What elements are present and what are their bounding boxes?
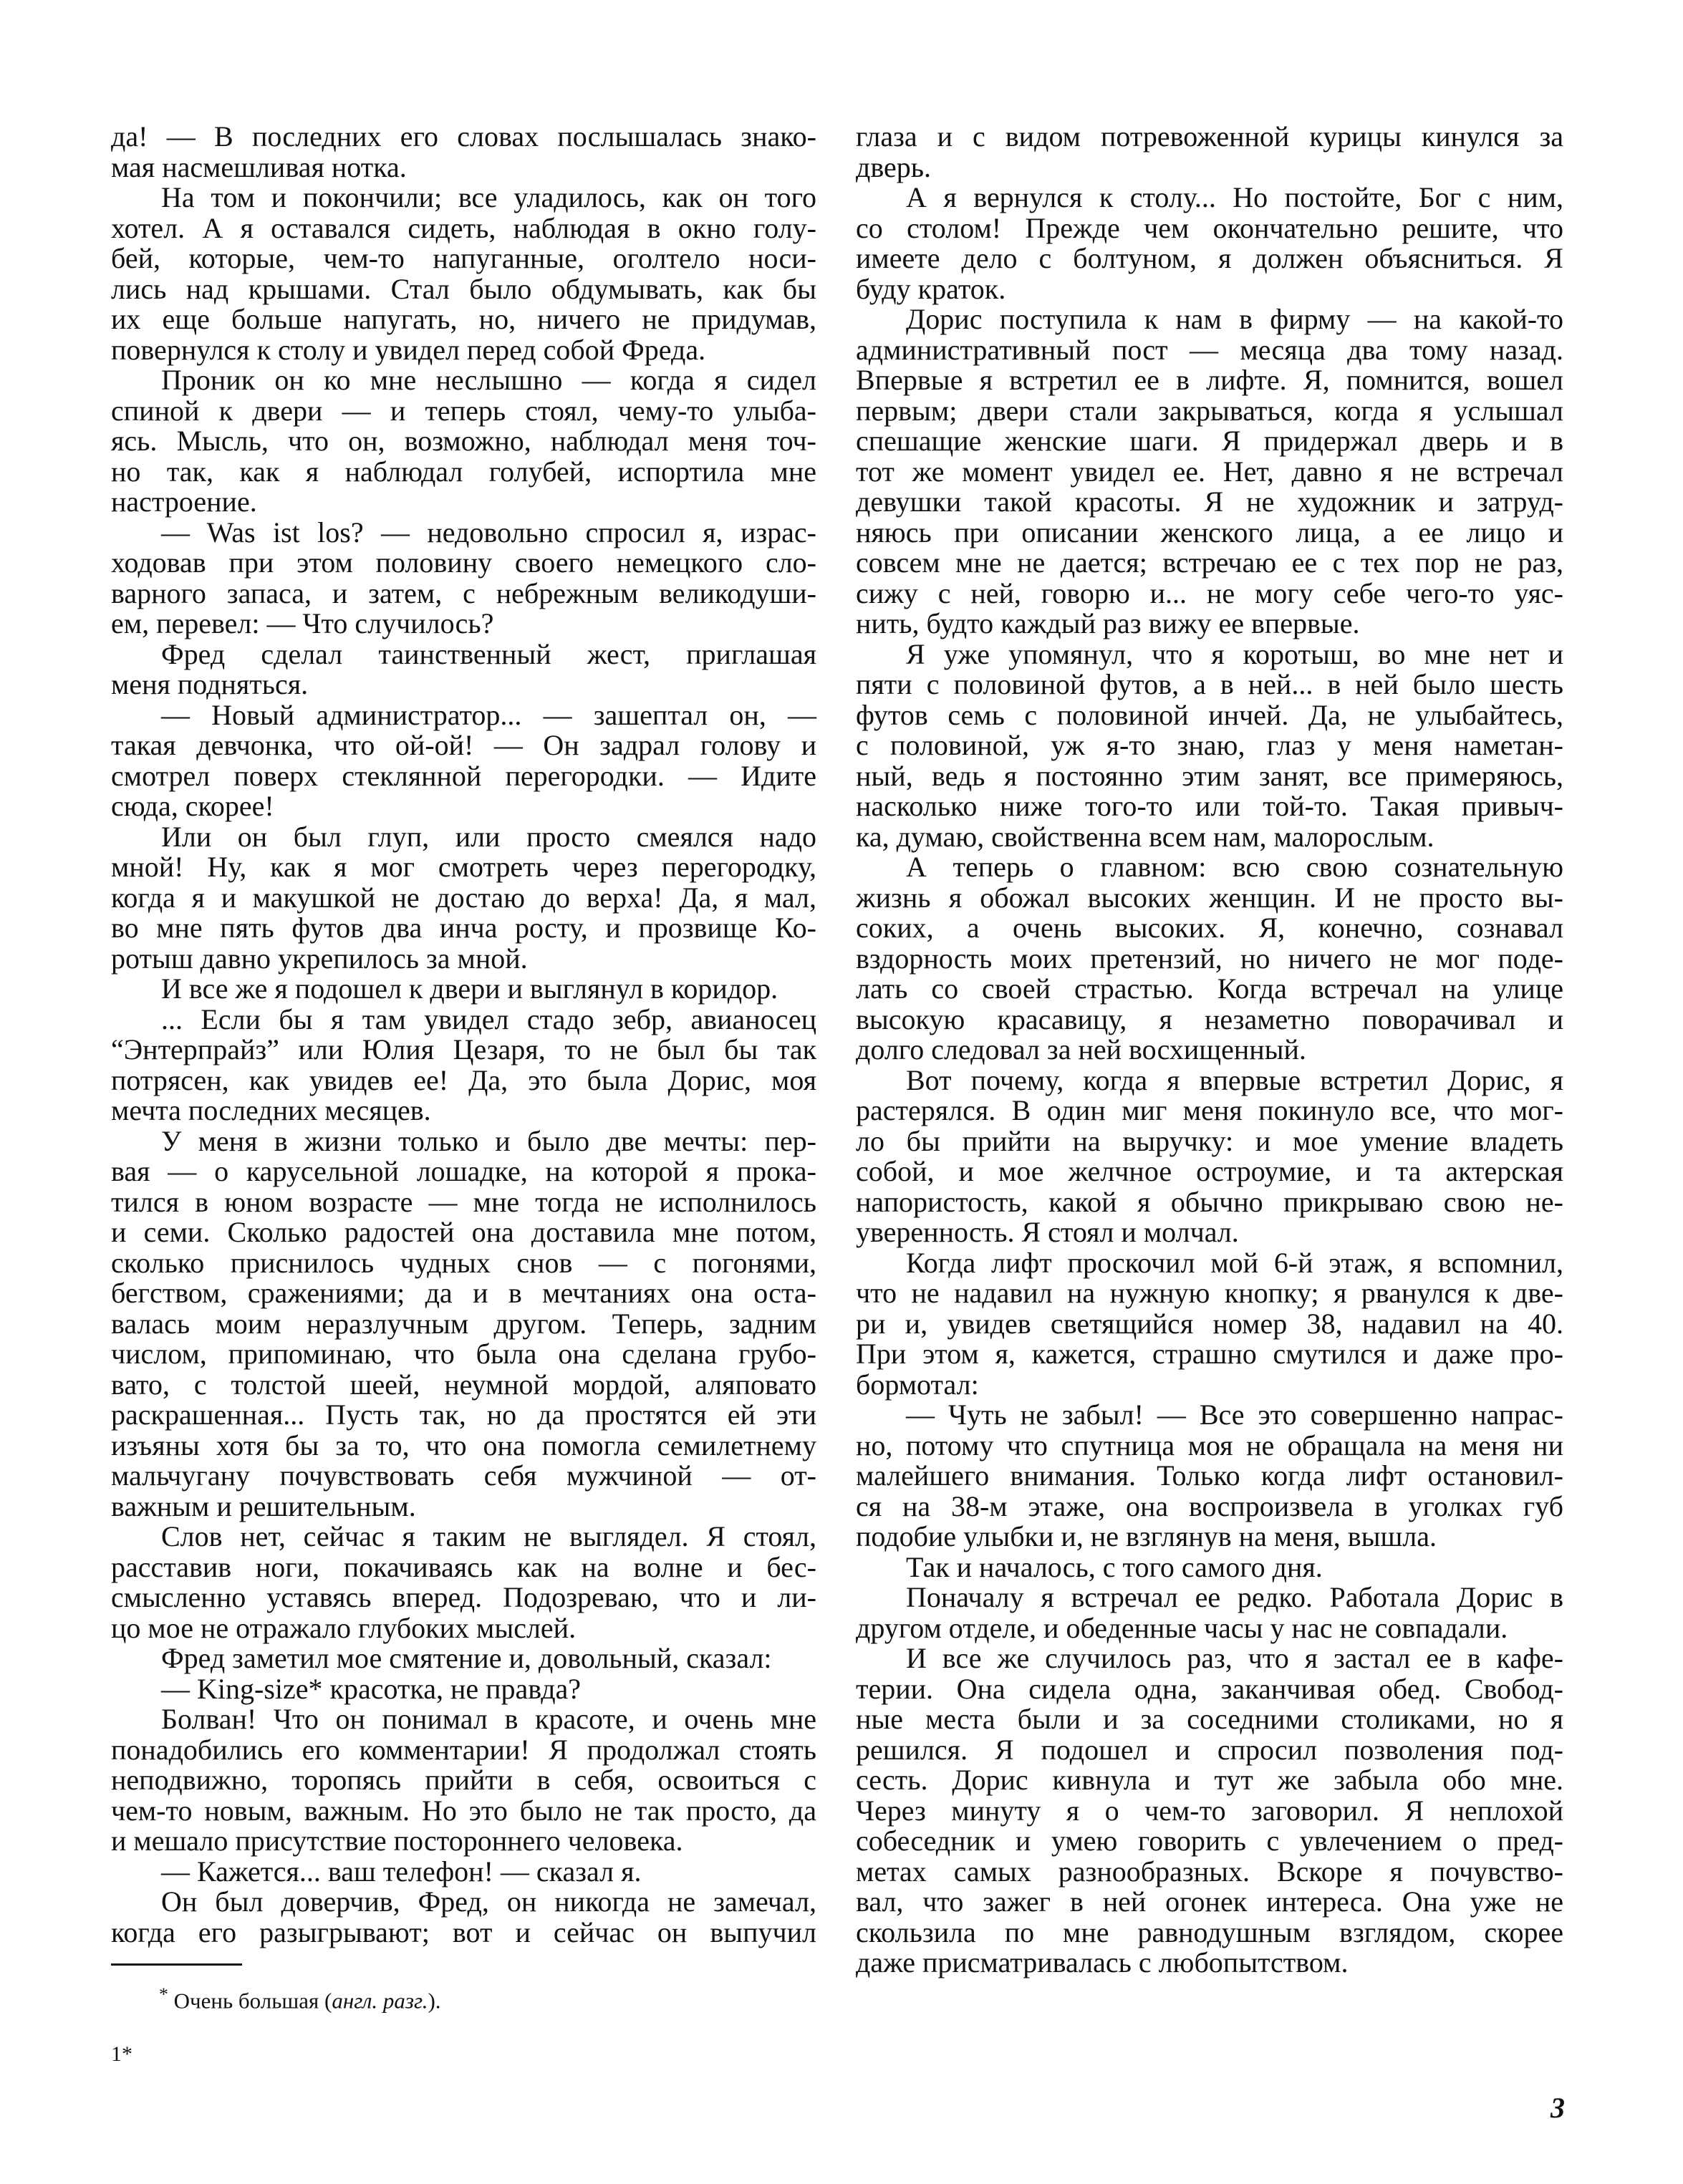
- text-line: бегством, сражениями; да и в мечтаниях она оста-: [111, 1277, 816, 1309]
- text-line: глаза и с видом потревоженной курицы кинулся за: [856, 120, 1563, 153]
- text-line: Фред сделал таинственный жест, приглашая: [161, 637, 816, 670]
- footnote-italic: англ. разг.: [332, 1988, 428, 2014]
- text-line: и мешало присутствие постороннего человека.: [111, 1825, 683, 1857]
- text-line: ходовав при этом половину своего немецкого сло-: [111, 546, 816, 579]
- signature-mark: 1*: [111, 2042, 132, 2066]
- text-line: А теперь о главном: всю свою сознательную: [906, 851, 1563, 883]
- text-line: Впервые я встретил ее в лифте. Я, помнится, вошел: [856, 364, 1563, 396]
- text-line: растерялся. В один миг меня покинуло все, что мог-: [856, 1094, 1563, 1126]
- paragraph: [111, 1674, 816, 1705]
- footnote-tail: ).: [428, 1988, 441, 2014]
- text-line: буду краток.: [856, 272, 1006, 305]
- text-line: метах самых разнообразных. Вскоре я почувство-: [856, 1855, 1563, 1888]
- paragraph: [856, 304, 1563, 639]
- text-line: мая насмешливая нотка.: [111, 150, 407, 183]
- text-line: Так и началось, с того самого дня.: [906, 1550, 1323, 1583]
- text-line: — Кажется... ваш телефон! — сказал я.: [161, 1855, 642, 1888]
- text-line: такая девчонка, что ой-ой! — Он задрал голову и: [111, 729, 816, 761]
- text-line: собой, и мое желчное остроумие, и та актерская: [856, 1155, 1563, 1187]
- paragraph: [856, 122, 1563, 183]
- paragraph: [111, 822, 816, 975]
- text-line: бей, которые, чем-то напуганные, оголтело носи-: [111, 242, 816, 274]
- paragraph: [111, 1704, 816, 1857]
- text-line: решился. Я подошел и спросил позволения под-: [856, 1733, 1563, 1766]
- text-line: сижу с ней, говорю и... не могу себе чего-то уяс-: [856, 576, 1563, 609]
- text-line: ... Если бы я там увидел стадо зебр, авианосец: [161, 1002, 816, 1035]
- text-line: На том и покончили; все уладилось, как он того: [161, 181, 816, 213]
- paragraph: [111, 639, 816, 700]
- text-line: ся на 38-м этаже, она воспроизвела в уголках губ: [856, 1489, 1563, 1522]
- text-line: да! — В последних его словах послышалась знако-: [111, 120, 816, 153]
- text-line: спиной к двери — и теперь стоял, чему-то улыба-: [111, 394, 816, 427]
- text-line: административный пост — месяца два тому назад.: [856, 333, 1563, 366]
- paragraph: [111, 1126, 816, 1522]
- text-line: При этом я, кажется, страшно смутился и даже про-: [856, 1338, 1563, 1370]
- text-line: изъяны хотя бы за то, что она помогла семилетнему: [111, 1429, 816, 1461]
- text-line: лать со своей страстью. Когда встречал на улице: [856, 972, 1563, 1005]
- text-line: сюда, скорее!: [111, 790, 274, 822]
- text-line: потрясен, как увидев ее! Да, это была Дорис, моя: [111, 1063, 816, 1096]
- text-line: валась моим неразлучным другом. Теперь, задним: [111, 1307, 816, 1340]
- text-line: Или он был глуп, или просто смеялся надо: [161, 820, 816, 853]
- text-line: расставив ноги, покачиваясь как на волне и бес-: [111, 1550, 816, 1583]
- text-line: со столом! Прежде чем окончательно решите, что: [856, 211, 1563, 244]
- text-line: важным и решительным.: [111, 1489, 416, 1522]
- text-line: Вот почему, когда я впервые встретил Дорис, я: [906, 1063, 1563, 1096]
- text-line: И все же я подошел к двери и выглянул в коридор.: [161, 972, 778, 1005]
- paragraph: [111, 1643, 816, 1674]
- footnote-text: Очень большая (: [173, 1988, 332, 2014]
- paragraph: [111, 1522, 816, 1643]
- text-line: тот же момент увидел ее. Нет, давно я не встречал: [856, 455, 1563, 488]
- text-line: ка, думаю, свойственна всем нам, малорослым.: [856, 820, 1434, 853]
- paragraph: [111, 122, 816, 183]
- text-line: понадобились его комментарии! Я продолжал стоять: [111, 1733, 816, 1766]
- text-line: неподвижно, торопясь прийти в себя, освоиться с: [111, 1764, 816, 1796]
- paragraph: [856, 1583, 1563, 1643]
- text-line: сесть. Дорис кивнула и тут же забыла обо мне.: [856, 1764, 1563, 1796]
- text-line: имеете дело с болтуном, я должен объясниться. Я: [856, 242, 1563, 274]
- text-line: нить, будто каждый раз вижу ее впервые.: [856, 607, 1360, 639]
- paragraph: [111, 1887, 816, 1948]
- text-line: терии. Она сидела одна, заканчивая обед. Свобод-: [856, 1672, 1563, 1705]
- text-line: лись над крышами. Стал было обдумывать, как бы: [111, 272, 816, 305]
- text-line: девушки такой красоты. Я не художник и затруд-: [856, 485, 1563, 518]
- footnote-marker: *: [159, 1984, 168, 2004]
- paragraph: [856, 183, 1563, 304]
- text-line: Поначалу я встречал ее редко. Работала Дорис в: [906, 1581, 1563, 1613]
- footnote-divider: [111, 1963, 242, 1966]
- text-line: вздорность моих претензий, но ничего не мог поде-: [856, 942, 1563, 975]
- paragraph: [111, 1002, 816, 1126]
- text-line: Болван! Что он понимал в красоте, и очень мне: [161, 1703, 816, 1735]
- text-line: повернулся к столу и увидел перед собой Фреда.: [111, 333, 706, 366]
- right-column: [856, 122, 1563, 1978]
- text-line: вая — о карусельной лошадке, на которой я прока-: [111, 1155, 816, 1187]
- text-line: жизнь я обожал высоких женщин. И не просто вы-: [856, 881, 1563, 914]
- text-line: с половиной, уж я-то знаю, глаз у меня наметан-: [856, 729, 1563, 761]
- text-line: соких, а очень высоких. Я, конечно, сознавал: [856, 912, 1563, 944]
- text-line: ри и, увидев светящийся номер 38, надавил на 40.: [856, 1307, 1563, 1340]
- text-line: футов семь с половиной инчей. Да, не улыбайтесь,: [856, 698, 1563, 731]
- text-line: Фред заметил мое смятение и, довольный, сказал:: [161, 1642, 772, 1674]
- paragraph: [856, 639, 1563, 853]
- text-line: напористость, какой я обычно прикрываю свою не-: [856, 1185, 1563, 1218]
- text-line: — King-size* красотка, не правда?: [161, 1672, 582, 1705]
- text-line: вал, что зажег в ней огонек интереса. Она уже не: [856, 1885, 1563, 1918]
- text-line: долго следовал за ней восхищенный.: [856, 1033, 1306, 1066]
- text-line: настроение.: [111, 485, 257, 518]
- paragraph: [111, 518, 816, 639]
- text-line: ные места были и за соседними столиками, но я: [856, 1703, 1563, 1735]
- paragraph: [856, 1063, 1563, 1248]
- text-line: раскрашенная... Пусть так, но да простятся ей эти: [111, 1398, 816, 1431]
- text-line: подобие улыбки и, не взглянув на меня, вышла.: [856, 1520, 1437, 1552]
- text-line: числом, припоминаю, что была она сделана грубо-: [111, 1338, 816, 1370]
- text-line: тился в юном возрасте — мне тогда не исполнилось: [111, 1185, 816, 1218]
- text-line: дверь.: [856, 150, 931, 183]
- text-line: Проник он ко мне неслышно — когда я сидел: [161, 364, 816, 396]
- text-line: И все же случилось раз, что я застал ее в кафе-: [906, 1642, 1563, 1674]
- text-line: ный, ведь я постоянно этим занят, все примеряюсь,: [856, 759, 1563, 792]
- text-line: но так, как я наблюдал голубей, испортила мне: [111, 455, 816, 488]
- text-line: мной! Ну, как я мог смотреть через перегородку,: [111, 851, 816, 883]
- text-line: их еще больше напугать, но, ничего не придумав,: [111, 303, 816, 335]
- text-line: — Was ist los? — недовольно спросил я, израс-: [161, 516, 816, 549]
- text-line: смотрел поверх стеклянной перегородки. — Идите: [111, 759, 816, 792]
- page-number: 3: [1551, 2092, 1565, 2124]
- text-line: Он был доверчив, Фред, он никогда не замечал,: [161, 1885, 816, 1918]
- text-line: другом отделе, и обеденные часы у нас не совпадали.: [856, 1611, 1508, 1644]
- text-line: А я вернулся к столу... Но постойте, Бог с ним,: [906, 181, 1563, 213]
- text-line: хотел. А я оставался сидеть, наблюдая в окно голу-: [111, 211, 816, 244]
- text-line: совсем мне не дается; встречаю ее с тех пор не раз,: [856, 546, 1563, 579]
- text-line: Когда лифт проскочил мой 6-й этаж, я вспомнил,: [906, 1246, 1563, 1279]
- text-line: ем, перевел: — Что случилось?: [111, 607, 494, 639]
- text-line: уверенность. Я стоял и молчал.: [856, 1216, 1239, 1248]
- text-line: няюсь при описании женского лица, а ее лицо и: [856, 516, 1563, 549]
- text-line: и семи. Сколько радостей она доставила мне потом,: [111, 1216, 816, 1248]
- left-column: [111, 122, 816, 1948]
- text-line: ясь. Мысль, что он, возможно, наблюдал меня точ-: [111, 425, 816, 457]
- paragraph: [856, 1643, 1563, 1978]
- text-line: меня подняться.: [111, 668, 309, 700]
- paragraph: [111, 183, 816, 365]
- text-line: сколько приснилось чудных снов — с погонями,: [111, 1246, 816, 1279]
- paragraph: [111, 700, 816, 822]
- paragraph: [856, 852, 1563, 1066]
- text-line: но, потому что спутница моя не обращала на меня ни: [856, 1429, 1563, 1461]
- text-line: даже присматривалась с любопытством.: [856, 1946, 1349, 1978]
- paragraph: [111, 365, 816, 518]
- text-line: “Энтерпрайз” или Юлия Цезаря, то не был бы так: [111, 1033, 816, 1066]
- text-line: Через минуту я о чем-то заговорил. Я неплохой: [856, 1794, 1563, 1827]
- text-line: ло бы прийти на выручку: и мое умение владеть: [856, 1124, 1563, 1157]
- text-line: цо мое не отражало глубоких мыслей.: [111, 1611, 577, 1644]
- text-line: когда я и макушкой не достаю до верха! Да, я мал,: [111, 881, 816, 914]
- text-line: что не надавил на нужную кнопку; я рванулся к две-: [856, 1277, 1563, 1309]
- paragraph: [856, 1248, 1563, 1401]
- text-line: вато, с толстой шеей, неумной мордой, аляповато: [111, 1368, 816, 1401]
- text-line: когда его разыгрывают; вот и сейчас он выпучил: [111, 1915, 816, 1948]
- text-line: бормотал:: [856, 1368, 979, 1401]
- text-line: Я уже упомянул, что я коротыш, во мне нет и: [906, 637, 1563, 670]
- text-line: мальчугану почувствовать себя мужчиной — от-: [111, 1459, 816, 1492]
- paragraph: [856, 1552, 1563, 1583]
- text-line: скользила по мне равнодушным взглядом, скорее: [856, 1915, 1563, 1948]
- paragraph: [111, 1857, 816, 1888]
- text-line: Дорис поступила к нам в фирму — на какой-то: [906, 303, 1563, 335]
- text-line: спешащие женские шаги. Я придержал дверь и в: [856, 425, 1563, 457]
- text-line: У меня в жизни только и было две мечты: пер-: [161, 1124, 816, 1157]
- text-line: смысленно уставясь вперед. Подозреваю, что и ли-: [111, 1581, 816, 1613]
- text-line: варного запаса, и затем, с небрежным великодуши-: [111, 576, 816, 609]
- text-line: насколько ниже того-то или той-то. Такая привыч-: [856, 790, 1563, 822]
- text-line: высокую красавицу, я незаметно поворачивал и: [856, 1002, 1563, 1035]
- text-line: — Новый администратор... — зашептал он, —: [161, 698, 816, 731]
- text-line: чем-то новым, важным. Но это было не так просто, да: [111, 1794, 816, 1827]
- text-line: во мне пять футов два инча росту, и прозвище Ко-: [111, 912, 816, 944]
- text-line: ротыш давно укрепилось за мной.: [111, 942, 528, 975]
- paragraph: [111, 974, 816, 1005]
- text-line: Слов нет, сейчас я таким не выглядел. Я стоял,: [161, 1520, 816, 1552]
- paragraph: [856, 1400, 1563, 1552]
- footnote: [159, 1984, 441, 2014]
- text-line: — Чуть не забыл! — Все это совершенно напрас-: [906, 1398, 1563, 1431]
- text-line: мечта последних месяцев.: [111, 1094, 431, 1126]
- text-line: малейшего внимания. Только когда лифт остановил-: [856, 1459, 1563, 1492]
- text-line: пяти с половиной футов, а в ней... в ней было шесть: [856, 668, 1563, 700]
- text-line: первым; двери стали закрываться, когда я услышал: [856, 394, 1563, 427]
- text-line: собеседник и умею говорить с увлечением о пред-: [856, 1825, 1563, 1857]
